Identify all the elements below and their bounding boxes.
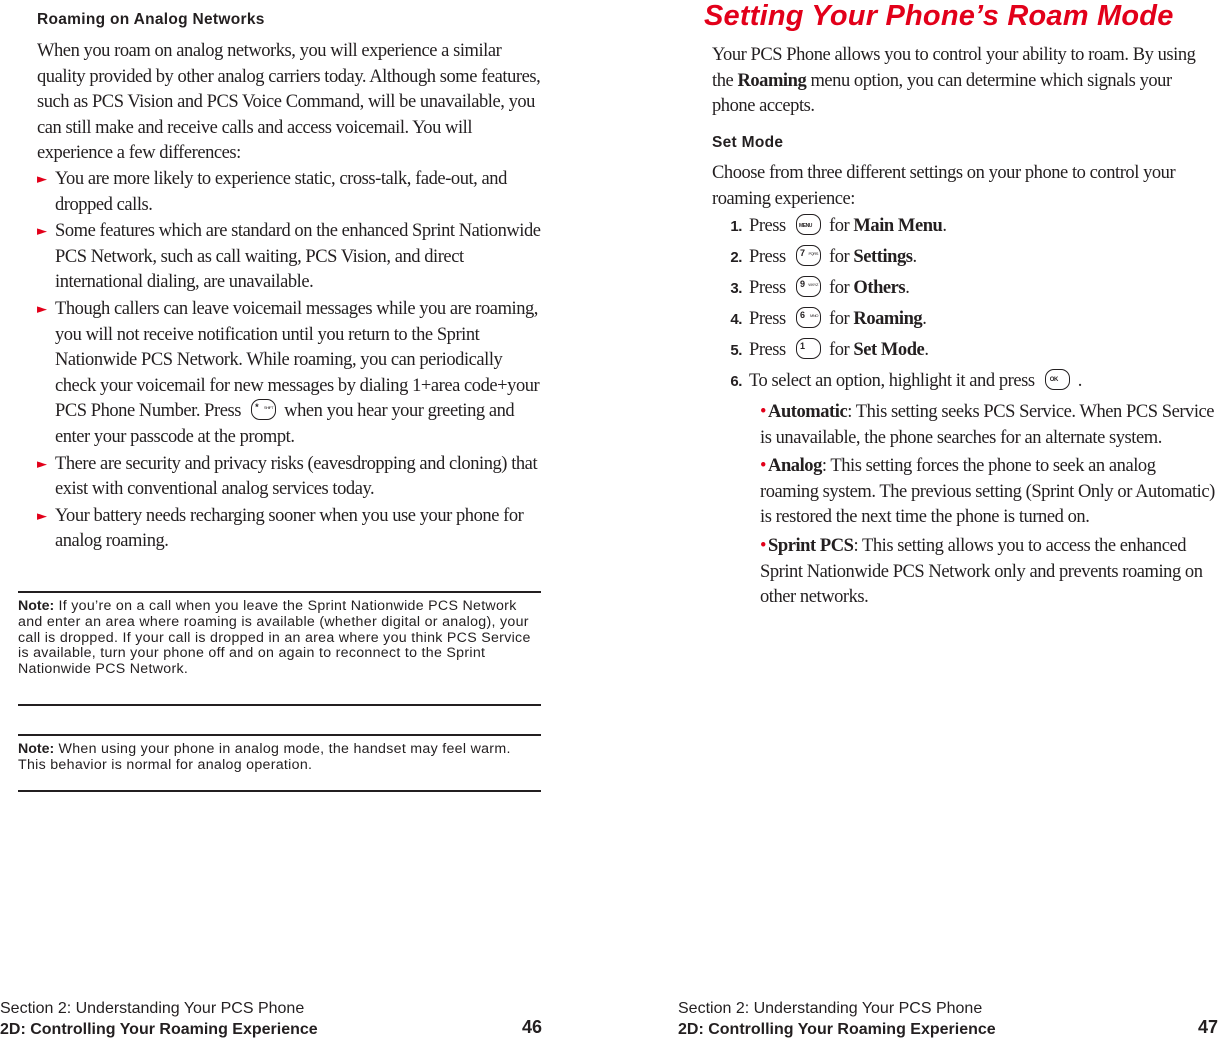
step-item: 1. Press MENU for Main Menu. (730, 216, 947, 236)
differences-list (37, 167, 542, 556)
footer-section: Section 2: Understanding Your PCS Phone (0, 1000, 305, 1017)
page-number: 47 (1198, 1017, 1218, 1037)
page-footer (678, 998, 996, 1040)
bullet-icon: • (760, 535, 767, 556)
list-item: ► Though callers can leave voicemail messages while you are roaming, you will not receive notification until you return to the Sprint Nationwide PCS Network. While roaming, you can periodically check your voicemail for new messages by dialing 1+area code+your PCS Phone Number. Press * SHIFT when you hear your greeting and enter your passcode at the prompt. (37, 298, 540, 447)
intro-paragraph: Your PCS Phone allows you to control your ability to roam. By using the Roaming menu option, you can determine which signals your phone accepts. (712, 45, 1196, 117)
intro-paragraph: When you roam on analog networks, you will experience a similar quality provided by other analog carriers today. Although some features, such as PCS Vision and PCS Voice Command, will be unavailable, you can still make and receive calls and access voicemail. You will experience a few differences: (37, 41, 541, 164)
footer-chapter: 2D: Controlling Your Roaming Experience (0, 1021, 318, 1038)
note-text: If you’re on a call when you leave the Sprint Nationwide PCS Network and enter an area where roaming is available (whether digital or analog), your call is dropped. If your call is dropped in an area where you think PCS Service is available, turn your phone off and on again to reconnect to the Sprint Nationwide PCS Network. (18, 598, 531, 678)
section-heading: Roaming on Analog Networks (37, 11, 265, 28)
option-item: • Automatic: This setting seeks PCS Service. When PCS Service is unavailable, the phone searches for an alternate system. (760, 402, 1215, 448)
note-text: When using your phone in analog mode, the handset may feel warm. This behavior is normal for analog operation. (18, 741, 511, 773)
bullet-icon: • (760, 402, 767, 422)
ok-key-icon: OK (1045, 369, 1070, 390)
option-item: • Analog: This setting forces the phone to seek an analog roaming system. The previous setting (Sprint Only or Automatic) is restored the next time the phone is turned on. (760, 456, 1215, 528)
note-box (18, 734, 541, 792)
key-1-icon: 1 (796, 338, 821, 359)
set-mode-intro: Choose from three different settings on your phone to control your roaming experience: (712, 163, 1176, 209)
arrow-bullet-icon: ► (37, 456, 47, 472)
key-7-icon: 7 PQRS (796, 245, 821, 266)
left-page (0, 0, 560, 1040)
right-page (660, 0, 1218, 1040)
page-footer (0, 998, 318, 1040)
step-item: 4. Press 6 MNO for Roaming. (730, 309, 927, 329)
bullet-icon: • (760, 456, 767, 477)
note-box (18, 591, 541, 706)
section-heading: Set Mode (712, 134, 784, 151)
arrow-bullet-icon: ► (37, 172, 47, 187)
menu-key-icon: MENU (796, 214, 821, 235)
key-6-icon: 6 MNO (796, 307, 821, 328)
footer-chapter: 2D: Controlling Your Roaming Experience (678, 1021, 996, 1038)
star-shift-key-icon: * SHIFT (251, 399, 276, 420)
key-9-icon: 9 WXYZ (796, 276, 821, 297)
arrow-bullet-icon: ► (37, 224, 47, 240)
page-title: Setting Your Phone’s Roam Mode (704, 0, 1174, 32)
steps-list (712, 214, 1218, 400)
list-item: ► There are security and privacy risks (eavesdropping and cloning) that exist with conventional analog services today. (37, 453, 538, 500)
arrow-bullet-icon: ► (37, 301, 47, 317)
list-item: ► You are more likely to experience static, cross-talk, fade-out, and dropped calls. (37, 169, 507, 215)
footer-section: Section 2: Understanding Your PCS Phone (678, 1000, 983, 1017)
list-item: ► Your battery needs recharging sooner when you use your phone for analog roaming. (37, 505, 524, 552)
step-item: 2. Press 7 PQRS for Settings. (730, 247, 917, 267)
page-number: 46 (522, 1017, 543, 1037)
step-item: 3. Press 9 WXYZ for Others. (730, 278, 910, 298)
list-item: ► Some features which are standard on the enhanced Sprint Nationwide PCS Network, such as call waiting, PCS Vision, and direct international dialing, are unavailable. (37, 221, 541, 293)
arrow-bullet-icon: ► (37, 508, 47, 524)
options-list (760, 400, 1218, 614)
step-item: 6. To select an option, highlight it and press OK . (730, 371, 1082, 391)
note-label: Note: (18, 741, 55, 757)
note-label: Note: (18, 598, 55, 614)
step-item: 5. Press 1 for Set Mode. (730, 340, 929, 360)
option-item: • Sprint PCS: This setting allows you to access the enhanced Sprint Nationwide PCS Network only and prevents roaming on other networks. (760, 535, 1203, 608)
